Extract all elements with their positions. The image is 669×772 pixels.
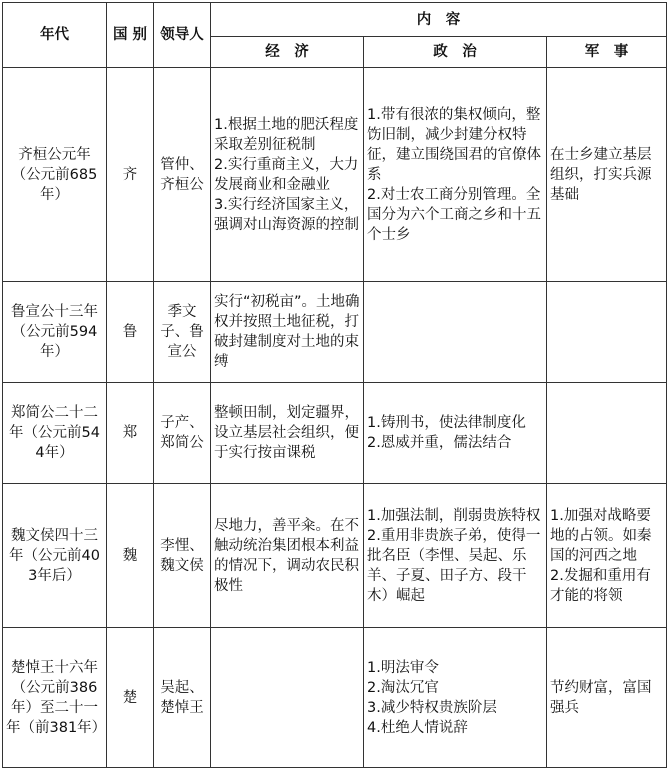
politics-item: 1.明法审令 — [367, 659, 439, 676]
table-row — [3, 383, 667, 484]
politics-item: 2.对士农工商分别管理。全国分为六个工商之乡和十五个士乡 — [367, 186, 541, 243]
leader-cell: 季文子、鲁宣公 — [154, 282, 211, 383]
military-cell — [547, 282, 667, 383]
politics-cell — [364, 282, 547, 383]
leader-cell: 李悝、魏文侯 — [154, 484, 211, 628]
header-content: 内 容 — [211, 3, 667, 37]
state-cell: 楚 — [107, 628, 154, 768]
era-cell: 鲁宣公十三年（公元前594年） — [3, 282, 107, 383]
military-cell — [547, 383, 667, 484]
table-row — [3, 282, 667, 383]
state-cell: 郑 — [107, 383, 154, 484]
politics-item: 1.加强法制，削弱贵族特权 — [367, 507, 541, 524]
politics-cell — [364, 484, 547, 628]
politics-item: 1.带有很浓的集权倾向，整饬旧制，减少封建分权特征，建立围绕国君的官僚体系 — [367, 106, 541, 183]
military-cell — [547, 68, 667, 282]
politics-cell — [364, 68, 547, 282]
economy-cell — [211, 484, 364, 628]
politics-item: 2.淘汰冗官 — [367, 679, 439, 696]
economy-cell — [211, 282, 364, 383]
table-row — [3, 484, 667, 628]
header-politics: 政 治 — [364, 37, 547, 68]
military-item: 在士乡建立基层组织，打实兵源基础 — [550, 146, 652, 203]
era-cell: 郑简公二十二年（公元前544年） — [3, 383, 107, 484]
military-item: 2.发掘和重用有才能的将领 — [550, 567, 651, 604]
header-military: 军 事 — [547, 37, 667, 68]
state-cell: 齐 — [107, 68, 154, 282]
politics-cell — [364, 628, 547, 768]
economy-item: 尽地力，善平籴。在不触动统治集团根本利益的情况下，调动农民积极性 — [214, 517, 359, 594]
state-cell: 魏 — [107, 484, 154, 628]
politics-item: 3.减少特权贵族阶层 — [367, 699, 497, 716]
economy-item: 1.根据土地的肥沃程度采取差别征税制 — [214, 116, 359, 153]
era-cell: 齐桓公元年（公元前685年） — [3, 68, 107, 282]
table-row — [3, 628, 667, 768]
military-cell — [547, 484, 667, 628]
table-row — [3, 68, 667, 282]
politics-item: 1.铸刑书，使法律制度化 — [367, 415, 526, 431]
header-leader: 领导人 — [154, 3, 211, 68]
military-cell — [547, 628, 667, 768]
era-cell: 楚悼王十六年（公元前386年）至二十一年（前381年） — [3, 628, 107, 768]
economy-item: 实行“初税亩”。土地确权并按照土地征税，打破封建制度对土地的束缚 — [214, 294, 360, 370]
state-cell: 鲁 — [107, 282, 154, 383]
header-era: 年代 — [3, 3, 107, 68]
economy-cell — [211, 628, 364, 768]
economy-item: 整顿田制，划定疆界，设立基层社会组织，便于实行按亩课税 — [214, 405, 359, 461]
reform-table — [2, 2, 667, 768]
military-item: 节约财富，富国强兵 — [550, 679, 652, 716]
header-economy: 经 济 — [211, 37, 364, 68]
economy-item: 2.实行重商主义，大力发展商业和金融业 — [214, 156, 359, 193]
politics-item: 4.杜绝人情说辞 — [367, 719, 468, 736]
military-item: 1.加强对战略要地的占领。如秦国的河西之地 — [550, 507, 652, 564]
leader-cell: 子产、郑简公 — [154, 383, 211, 484]
politics-item: 2.重用非贵族子弟，使得一批名臣（李悝、吴起、乐羊、子夏、田子方、段干木）崛起 — [367, 527, 541, 604]
leader-cell: 吴起、楚悼王 — [154, 628, 211, 768]
economy-item: 3.实行经济国家主义，强调对山海资源的控制 — [214, 196, 359, 233]
economy-cell — [211, 68, 364, 282]
politics-item: 2.恩威并重，儒法结合 — [367, 435, 512, 451]
era-cell: 魏文侯四十三年（公元前403年后） — [3, 484, 107, 628]
economy-cell — [211, 383, 364, 484]
leader-cell: 管仲、齐桓公 — [154, 68, 211, 282]
header-state: 国 别 — [107, 3, 154, 68]
politics-cell — [364, 383, 547, 484]
